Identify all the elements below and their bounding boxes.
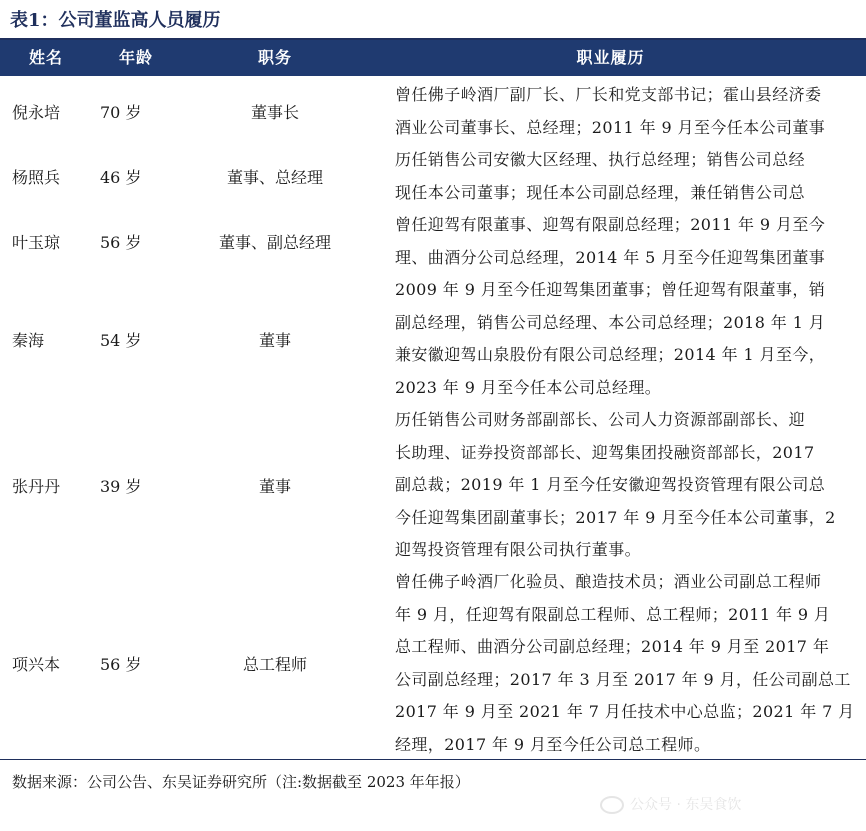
career-line: 现任本公司董事；现任本公司副总经理，兼任销售公司总 <box>395 182 806 202</box>
person-name: 叶玉琼 <box>12 233 61 252</box>
person-age: 70 岁 <box>100 103 142 122</box>
header-age: 年龄 <box>118 48 153 67</box>
person-career <box>395 144 866 209</box>
career-line: 迎驾投资管理有限公司执行董事。 <box>395 540 642 559</box>
career-line: 理、曲酒分公司总经理，2014 年 5 月至今任迎驾集团董事 <box>395 247 826 267</box>
person-age: 39 岁 <box>100 476 142 496</box>
career-line: 副总裁；2019 年 1 月至今任安徽迎驾投资管理有限公司总 <box>395 475 826 494</box>
person-career <box>395 274 866 404</box>
person-name: 秦海 <box>12 330 45 350</box>
table-row <box>0 79 866 144</box>
person-career <box>395 79 866 144</box>
person-role: 董事长 <box>250 103 299 122</box>
person-career <box>395 566 866 760</box>
person-role: 董事、总经理 <box>226 168 323 187</box>
table-row <box>0 566 866 760</box>
table-row <box>0 209 866 274</box>
career-line: 酒业公司董事长、总经理；2011 年 9 月至今任本公司董事 <box>395 117 826 137</box>
career-line: 总工程师、曲酒分公司副总经理；2014 年 9 月至 2017 年 <box>395 637 830 656</box>
career-line: 长助理、证券投资部部长、迎驾集团投融资部部长，2017 <box>395 442 815 462</box>
career-line: 曾任佛子岭酒厂副厂长、厂长和党支部书记；霍山县经济委 <box>395 85 822 104</box>
career-line: 经理，2017 年 9 月至今任公司总工程师。 <box>395 734 711 754</box>
person-age: 46 岁 <box>100 168 142 187</box>
wechat-icon <box>600 796 624 814</box>
person-name: 倪永培 <box>12 103 61 122</box>
person-age: 54 岁 <box>100 330 142 350</box>
person-age: 56 岁 <box>100 654 142 674</box>
person-career <box>395 404 866 566</box>
person-name: 项兴本 <box>12 654 61 674</box>
header-career: 职业履历 <box>576 48 645 67</box>
source-note: 数据来源：公司公告、东吴证券研究所（注:数据截至 2023 年年报） <box>12 773 470 791</box>
table-header <box>0 40 866 76</box>
table-row <box>0 144 866 209</box>
career-line: 副总经理，销售公司总经理、本公司总经理；2018 年 1 月 <box>395 312 826 332</box>
table-row <box>0 404 866 566</box>
career-line: 历任销售公司财务部副部长、公司人力资源部副部长、迎 <box>395 410 806 429</box>
watermark <box>600 792 741 818</box>
person-age: 56 岁 <box>100 233 142 252</box>
person-role: 总工程师 <box>242 654 307 674</box>
watermark-text: 公众号 · 东吴食饮 <box>630 797 742 813</box>
table-title: 表1：公司董监高人员履历 <box>10 10 221 31</box>
person-role: 董事 <box>258 476 291 496</box>
person-name: 张丹丹 <box>12 476 61 496</box>
person-role: 董事、副总经理 <box>218 233 331 252</box>
header-role: 职务 <box>257 48 292 67</box>
person-role: 董事 <box>258 330 291 350</box>
career-line: 今任迎驾集团副董事长；2017 年 9 月至今任本公司董事，2 <box>395 507 836 527</box>
person-name: 杨照兵 <box>12 168 61 187</box>
career-line: 2009 年 9 月至今任迎驾集团董事；曾任迎驾有限董事，销 <box>395 280 826 299</box>
header-name: 姓名 <box>28 48 63 67</box>
career-line: 历任销售公司安徽大区经理、执行总经理；销售公司总经 <box>395 150 806 169</box>
career-line: 曾任佛子岭酒厂化验员、酿造技术员；酒业公司副总工程师 <box>395 572 822 591</box>
career-line: 公司副总经理；2017 年 3 月至 2017 年 9 月，任公司副总工 <box>395 669 851 689</box>
career-line: 年 9 月，任迎驾有限副总工程师、总工程师；2011 年 9 月 <box>395 604 831 624</box>
table-row <box>0 274 866 404</box>
career-line: 2023 年 9 月至今任本公司总经理。 <box>395 377 662 397</box>
career-line: 曾任迎驾有限董事、迎驾有限副总经理；2011 年 9 月至今 <box>395 215 826 234</box>
table-bottom-divider <box>0 759 866 760</box>
career-line: 2017 年 9 月至 2021 年 7 月任技术中心总监；2021 年 7 月 <box>395 702 855 721</box>
person-career <box>395 209 866 274</box>
career-line: 兼安徽迎驾山泉股份有限公司总经理；2014 年 1 月至今， <box>395 345 826 364</box>
